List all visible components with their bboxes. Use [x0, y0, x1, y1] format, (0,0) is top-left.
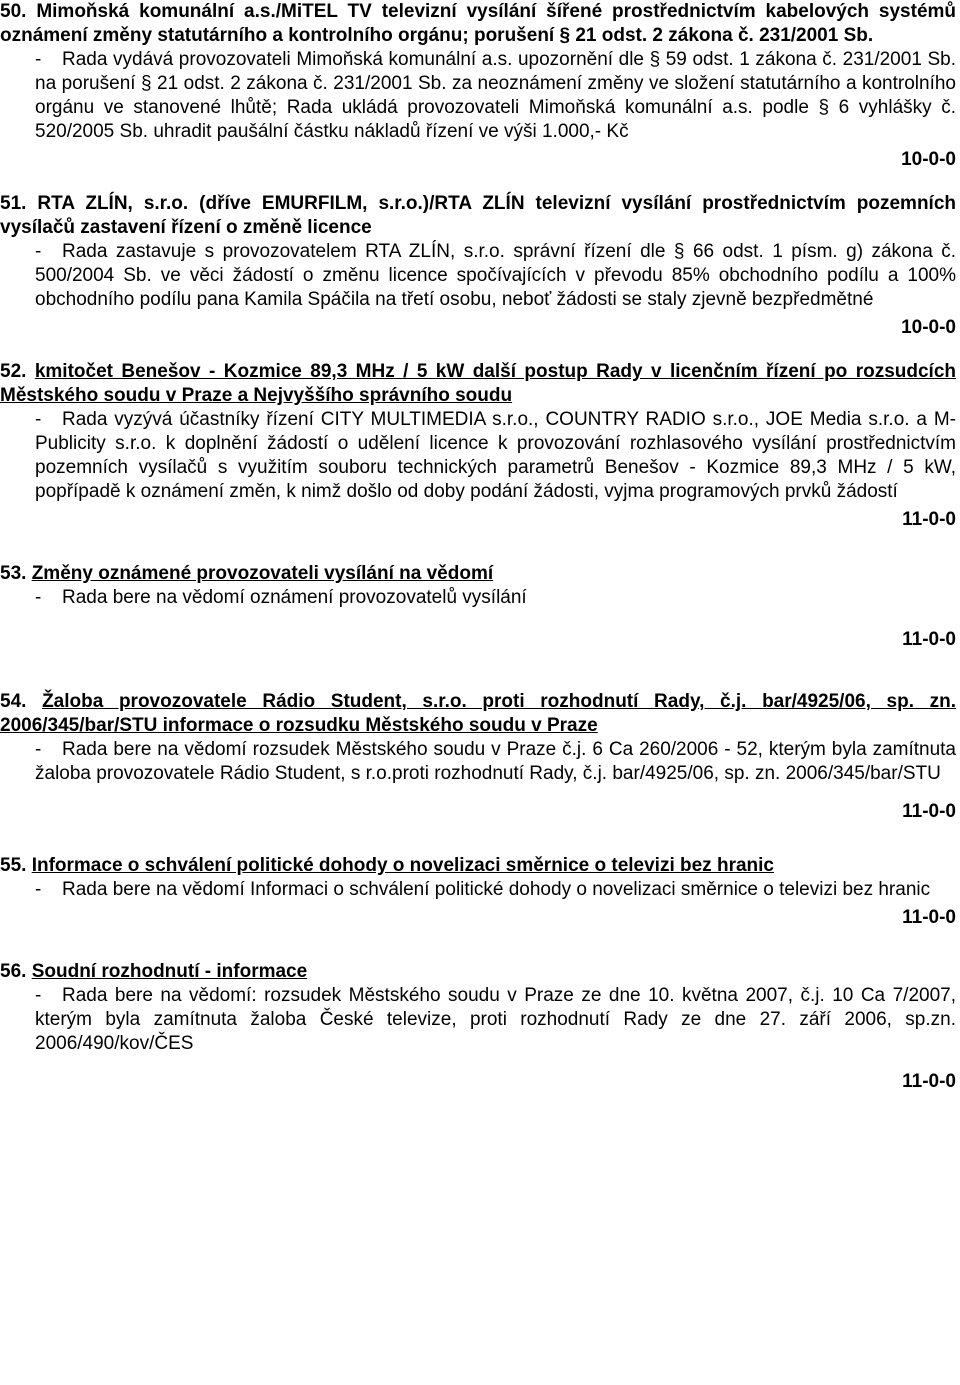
vote-result: 11-0-0	[902, 509, 956, 530]
item-number: 55.	[0, 855, 27, 876]
dash-bullet: -	[35, 587, 42, 608]
paragraph-text: Rada bere na vědomí oznámení provozovatelů vysílání	[62, 587, 527, 608]
item-number: 56.	[0, 961, 27, 982]
item-paragraph	[35, 240, 956, 312]
item-number: 54.	[0, 691, 27, 712]
paragraph-text: Rada vyzývá účastníky řízení CITY MULTIMEDIA s.r.o., COUNTRY RADIO s.r.o., JOE Media s.r.o. a M-Publicity s.r.o. k doplnění žádostí o udělení licence k provozování rozhlasového vysílání prostřednictvím pozemních vysílačů s využitím souboru technických parametrů Benešov - Kozmice 89,3 MHz / 5 kW, popřípadě k oznámení změn, k nimž došlo od doby podání žádosti, vyjma programových prvků žádostí	[35, 409, 956, 502]
vote-result: 11-0-0	[902, 907, 956, 928]
item-number: 52.	[0, 361, 27, 382]
paragraph-text: Rada bere na vědomí rozsudek Městského soudu v Praze č.j. 6 Ca 260/2006 - 52, kterým byla zamítnuta žaloba provozovatele Rádio Student, s r.o.proti rozhodnutí Rady, č.j. bar/4925/06, sp. zn. 2006/345/bar/STU	[35, 739, 956, 784]
item-title	[0, 360, 956, 408]
dash-bullet: -	[35, 241, 42, 262]
item-number: 51.	[0, 193, 27, 214]
item-title-text: kmitočet Benešov - Kozmice 89,3 MHz / 5 kW další postup Rady v licenčním řízení po rozsudcích Městského soudu v Praze a Nejvyššího správního soudu	[0, 361, 956, 406]
item-52	[0, 360, 956, 532]
item-number: 50.	[0, 1, 27, 22]
paragraph-text: Rada bere na vědomí: rozsudek Městského soudu v Praze ze dne 10. května 2007, č.j. 10 Ca 7/2007, kterým byla zamítnuta žaloba České televize, proti rozhodnutí Rady ze dne 27. září 2006, sp.zn. 2006/490/kov/ČES	[35, 985, 956, 1054]
item-title-text: Žaloba provozovatele Rádio Student, s.r.o. proti rozhodnutí Rady, č.j. bar/4925/06, sp. zn. 2006/345/bar/STU informace o rozsudku Městského soudu v Praze	[0, 691, 957, 736]
paragraph-text: Rada bere na vědomí Informaci o schválení politické dohody o novelizaci směrnice o televizi bez hranic	[62, 879, 931, 900]
paragraph-text: Rada vydává provozovateli Mimoňská komunální a.s. upozornění dle § 59 odst. 1 zákona č. 231/2001 Sb. na porušení § 21 odst. 2 zákona č. 231/2001 Sb. za neoznámení změny ve složení statutárního a kontrolního orgánu ve stanovené lhůtě; Rada ukládá provozovateli Mimoňská komunální a.s. podle § 6 vyhlášky č. 520/2005 Sb. uhradit paušální částku nákladů řízení ve výši 1.000,- Kč	[35, 49, 956, 142]
item-paragraph	[35, 408, 956, 504]
item-title-text: Soudní rozhodnutí - informace	[31, 961, 308, 982]
item-title	[0, 960, 956, 984]
dash-bullet: -	[35, 985, 42, 1006]
vote-result: 11-0-0	[902, 629, 956, 650]
item-title-text: RTA ZLÍN, s.r.o. (dříve EMURFILM, s.r.o.)/RTA ZLÍN televizní vysílání prostřednictvím pozemních vysílačů zastavení řízení o změně licence	[0, 193, 957, 238]
dash-bullet: -	[35, 49, 42, 70]
item-number: 53.	[0, 563, 27, 584]
dash-bullet: -	[35, 879, 42, 900]
item-paragraph	[35, 586, 956, 610]
item-title-text: Mimoňská komunální a.s./MiTEL TV televizní vysílání šířené prostřednictvím kabelových systémů oznámení změny statutárního a kontrolního orgánu; porušení § 21 odst. 2 zákona č. 231/2001 Sb.	[0, 1, 957, 46]
item-paragraph	[35, 984, 956, 1056]
item-55	[0, 854, 956, 930]
item-51	[0, 192, 957, 340]
item-54	[0, 690, 957, 824]
item-56	[0, 960, 956, 1094]
item-title	[0, 854, 956, 878]
item-paragraph	[35, 878, 956, 902]
vote-result: 10-0-0	[901, 317, 956, 338]
item-title	[0, 0, 956, 48]
item-title-text: Informace o schválení politické dohody o novelizaci směrnice o televizi bez hranic	[31, 855, 774, 876]
item-title	[0, 690, 956, 738]
item-53	[0, 562, 956, 652]
paragraph-text: Rada zastavuje s provozovatelem RTA ZLÍN, s.r.o. správní řízení dle § 66 odst. 1 písm. g) zákona č. 500/2004 Sb. ve věci žádostí o změnu licence spočívajících v převodu 85% obchodního podílu a 100% obchodního podílu pana Kamila Spáčila na třetí osobu, neboť žádosti se staly zjevně bezpředmětné	[35, 241, 956, 310]
item-50	[0, 0, 957, 172]
dash-bullet: -	[35, 739, 42, 760]
vote-result: 11-0-0	[902, 1071, 956, 1092]
dash-bullet: -	[35, 409, 42, 430]
vote-result: 11-0-0	[902, 801, 956, 822]
item-title	[0, 562, 956, 586]
item-paragraph	[35, 48, 956, 144]
item-title	[0, 192, 956, 240]
item-paragraph	[35, 738, 956, 786]
vote-result: 10-0-0	[901, 149, 956, 170]
item-title-text: Změny oznámené provozovateli vysílání na vědomí	[31, 563, 494, 584]
